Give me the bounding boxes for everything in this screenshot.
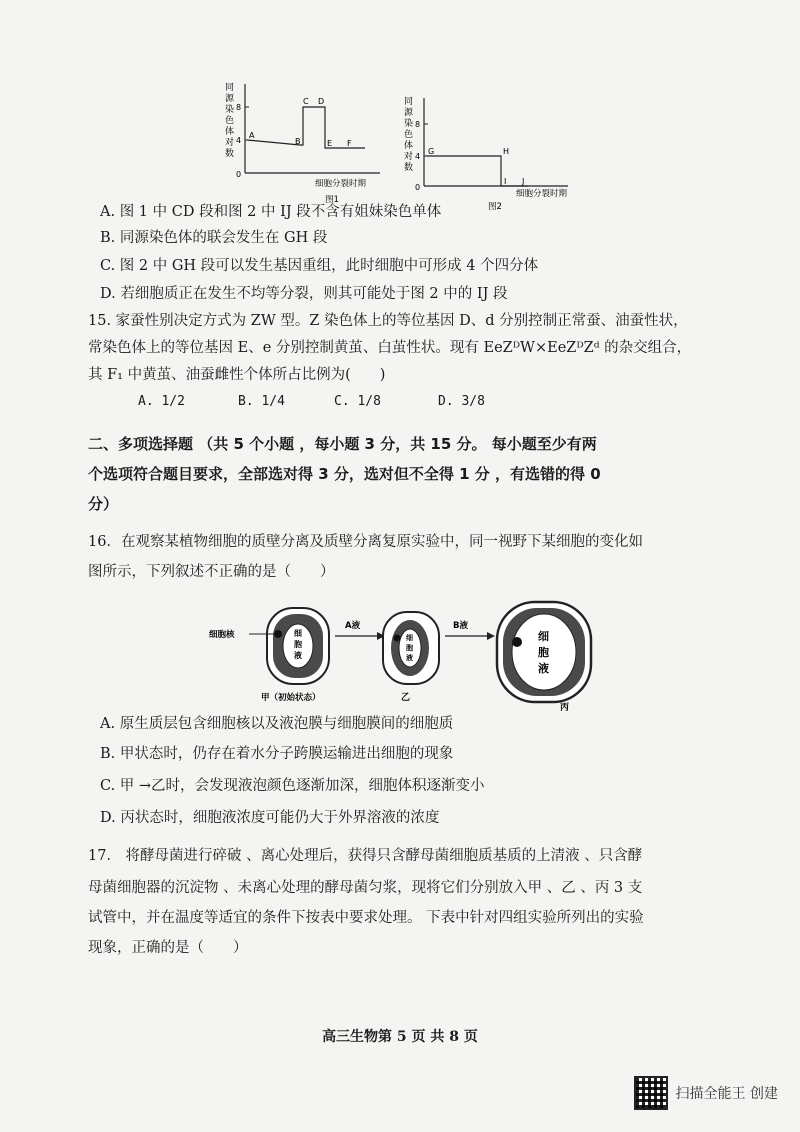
q15-line-2: 常染色体上的等位基因 E、e 分别控制黄茧、白茧性状。现有 EeZᴰW×EeZᴰZᵈ 的杂交组合， — [88, 340, 692, 356]
q14-option-a[interactable]: A. 图 1 中 CD 段和图 2 中 IJ 段不含有姐妹染色单体 — [100, 204, 442, 220]
fig1-caption: 图1 — [325, 195, 339, 205]
cell-yi-nucleus — [394, 635, 401, 642]
fig2-ytitle-0: 同 — [404, 97, 414, 107]
q16-line-1: 16．在观察某植物细胞的质壁分离及质壁分离复原实验中，同一视野下某细胞的变化如 — [88, 534, 643, 550]
fig1-point-F: F — [347, 139, 352, 148]
q16-option-a[interactable]: A. 原生质层包含细胞核以及液泡膜与细胞膜间的细胞质 — [100, 716, 454, 732]
fig2-point-G: G — [428, 147, 435, 156]
q16-line-2: 图所示，下列叙述不正确的是（ ） — [88, 564, 335, 580]
bing-vacuole-char-1: 细 — [538, 630, 549, 643]
fig2-ytitle-6: 数 — [404, 163, 414, 173]
yi-vacuole-char-2: 胞 — [406, 644, 413, 652]
fig2-tick-0: 0 — [415, 183, 421, 192]
fig1-ytitle-4: 体 — [225, 127, 235, 137]
figure-1-y-title — [225, 82, 235, 159]
fig2-tick-8: 8 — [415, 120, 421, 129]
figure-2-graph — [398, 92, 578, 212]
q14-option-b[interactable]: B. 同源染色体的联会发生在 GH 段 — [100, 230, 328, 246]
jia-vacuole-char-3: 液 — [294, 651, 302, 660]
fig1-point-C: C — [303, 97, 309, 106]
fig1-ytitle-5: 对 — [225, 138, 235, 148]
arrow-b-label: B液 — [453, 621, 468, 631]
fig2-ytitle-2: 染 — [404, 119, 414, 129]
cell-jia-nucleus — [274, 630, 282, 638]
fig2-ytitle-5: 对 — [404, 152, 414, 162]
page-footer: 高三生物第 5 页 共 8 页 — [322, 1029, 478, 1045]
jia-vacuole-char-1: 细 — [294, 629, 302, 638]
fig2-tick-4: 4 — [415, 152, 421, 161]
fig2-curve — [426, 156, 501, 186]
state-jia-label: 甲（初始状态） — [261, 693, 321, 703]
q17-line-2: 母菌细胞器的沉淀物 、未离心处理的酵母菌匀浆，现将它们分别放入甲 、乙 、丙 3 支 — [88, 880, 643, 896]
q16-option-c[interactable]: C. 甲 →乙时，会发现液泡颜色逐渐加深，细胞体积逐渐变小 — [100, 778, 485, 794]
fig1-point-D: D — [318, 97, 325, 106]
figure-2-y-title — [404, 96, 414, 173]
fig2-caption: 图2 — [488, 202, 502, 212]
q16-option-d[interactable]: D. 丙状态时，细胞液浓度可能仍大于外界溶液的浓度 — [100, 810, 440, 826]
q14-option-d[interactable]: D. 若细胞质正在发生不均等分裂，则其可能处于图 2 中的 IJ 段 — [100, 286, 508, 302]
fig1-point-A: A — [249, 131, 255, 140]
q14-option-c[interactable]: C. 图 2 中 GH 段可以发生基因重组，此时细胞中可形成 4 个四分体 — [100, 258, 539, 274]
fig1-tick-8: 8 — [236, 103, 242, 112]
fig2-point-H: H — [503, 147, 510, 156]
section2-header-line-3: 分） — [88, 495, 119, 513]
q15-line-3: 其 F₁ 中黄茧、油蚕雌性个体所占比例为( ) — [88, 367, 386, 383]
cell-plasmolysis-diagram — [205, 596, 600, 711]
section2-header-line-2: 个选项符合题目要求，全部选对得 3 分，选对但不全得 1 分 ，有选错的得 0 — [88, 465, 601, 483]
yi-vacuole-char-1: 细 — [406, 634, 413, 642]
fig1-ytitle-3: 色 — [225, 116, 235, 126]
q17-line-4: 现象，正确的是（ ） — [88, 940, 248, 956]
q15-option-b[interactable]: B. 1/4 — [238, 394, 285, 409]
section2-header-line-1: 二、多项选择题 （共 5 个小题 ，每小题 3 分，共 15 分。 每小题至少有两 — [88, 435, 597, 453]
bing-vacuole-char-2: 胞 — [538, 646, 549, 659]
state-yi-label: 乙 — [401, 693, 411, 703]
q16-option-b[interactable]: B. 甲状态时，仍存在着水分子跨膜运输进出细胞的现象 — [100, 746, 454, 762]
jia-vacuole-char-2: 胞 — [294, 640, 302, 649]
qr-code-icon — [634, 1076, 668, 1110]
scanner-watermark — [634, 1076, 778, 1110]
fig1-ytitle-0: 同 — [225, 83, 235, 93]
fig1-ytitle-1: 源 — [225, 94, 235, 104]
q15-option-c[interactable]: C. 1/8 — [334, 394, 381, 409]
nucleus-label: 细胞核 — [209, 630, 235, 640]
fig1-point-E: E — [327, 139, 333, 148]
q17-line-1: 17． 将酵母菌进行碎破 、离心处理后，获得只含酵母菌细胞质基质的上清液 、只含酵 — [88, 848, 643, 864]
q15-option-a[interactable]: A. 1/2 — [138, 394, 185, 409]
arrow-a-label: A液 — [345, 621, 361, 631]
fig2-point-I: I — [504, 177, 507, 186]
fig2-point-J: J — [522, 177, 525, 186]
q15-line-1: 15. 家蚕性别决定方式为 ZW 型。Z 染色体上的等位基因 D、d 分别控制正常蚕、油蚕性状， — [88, 313, 688, 329]
fig1-ytitle-2: 染 — [225, 105, 235, 115]
fig1-xlabel: 细胞分裂时期 — [315, 179, 367, 189]
watermark-text: 扫描全能王 创建 — [675, 1086, 778, 1102]
q15-option-d[interactable]: D. 3/8 — [438, 394, 485, 409]
yi-vacuole-char-3: 液 — [406, 654, 413, 662]
fig2-ytitle-1: 源 — [404, 108, 414, 118]
fig2-ytitle-4: 体 — [404, 141, 414, 151]
fig1-tick-0: 0 — [236, 170, 242, 179]
cell-bing-nucleus — [512, 637, 522, 647]
bing-vacuole-char-3: 液 — [538, 662, 549, 675]
figure-1-graph — [215, 78, 385, 208]
fig2-xlabel: 细胞分裂时期 — [516, 189, 568, 199]
fig1-tick-4: 4 — [236, 136, 242, 145]
fig2-ytitle-3: 色 — [404, 130, 414, 140]
fig1-point-B: B — [295, 137, 301, 146]
fig1-ytitle-6: 数 — [225, 149, 235, 159]
q17-line-3: 试管中，并在温度等适宜的条件下按表中要求处理。 下表中针对四组实验所列出的实验 — [88, 910, 644, 926]
state-bing-label: 丙 — [560, 703, 570, 711]
